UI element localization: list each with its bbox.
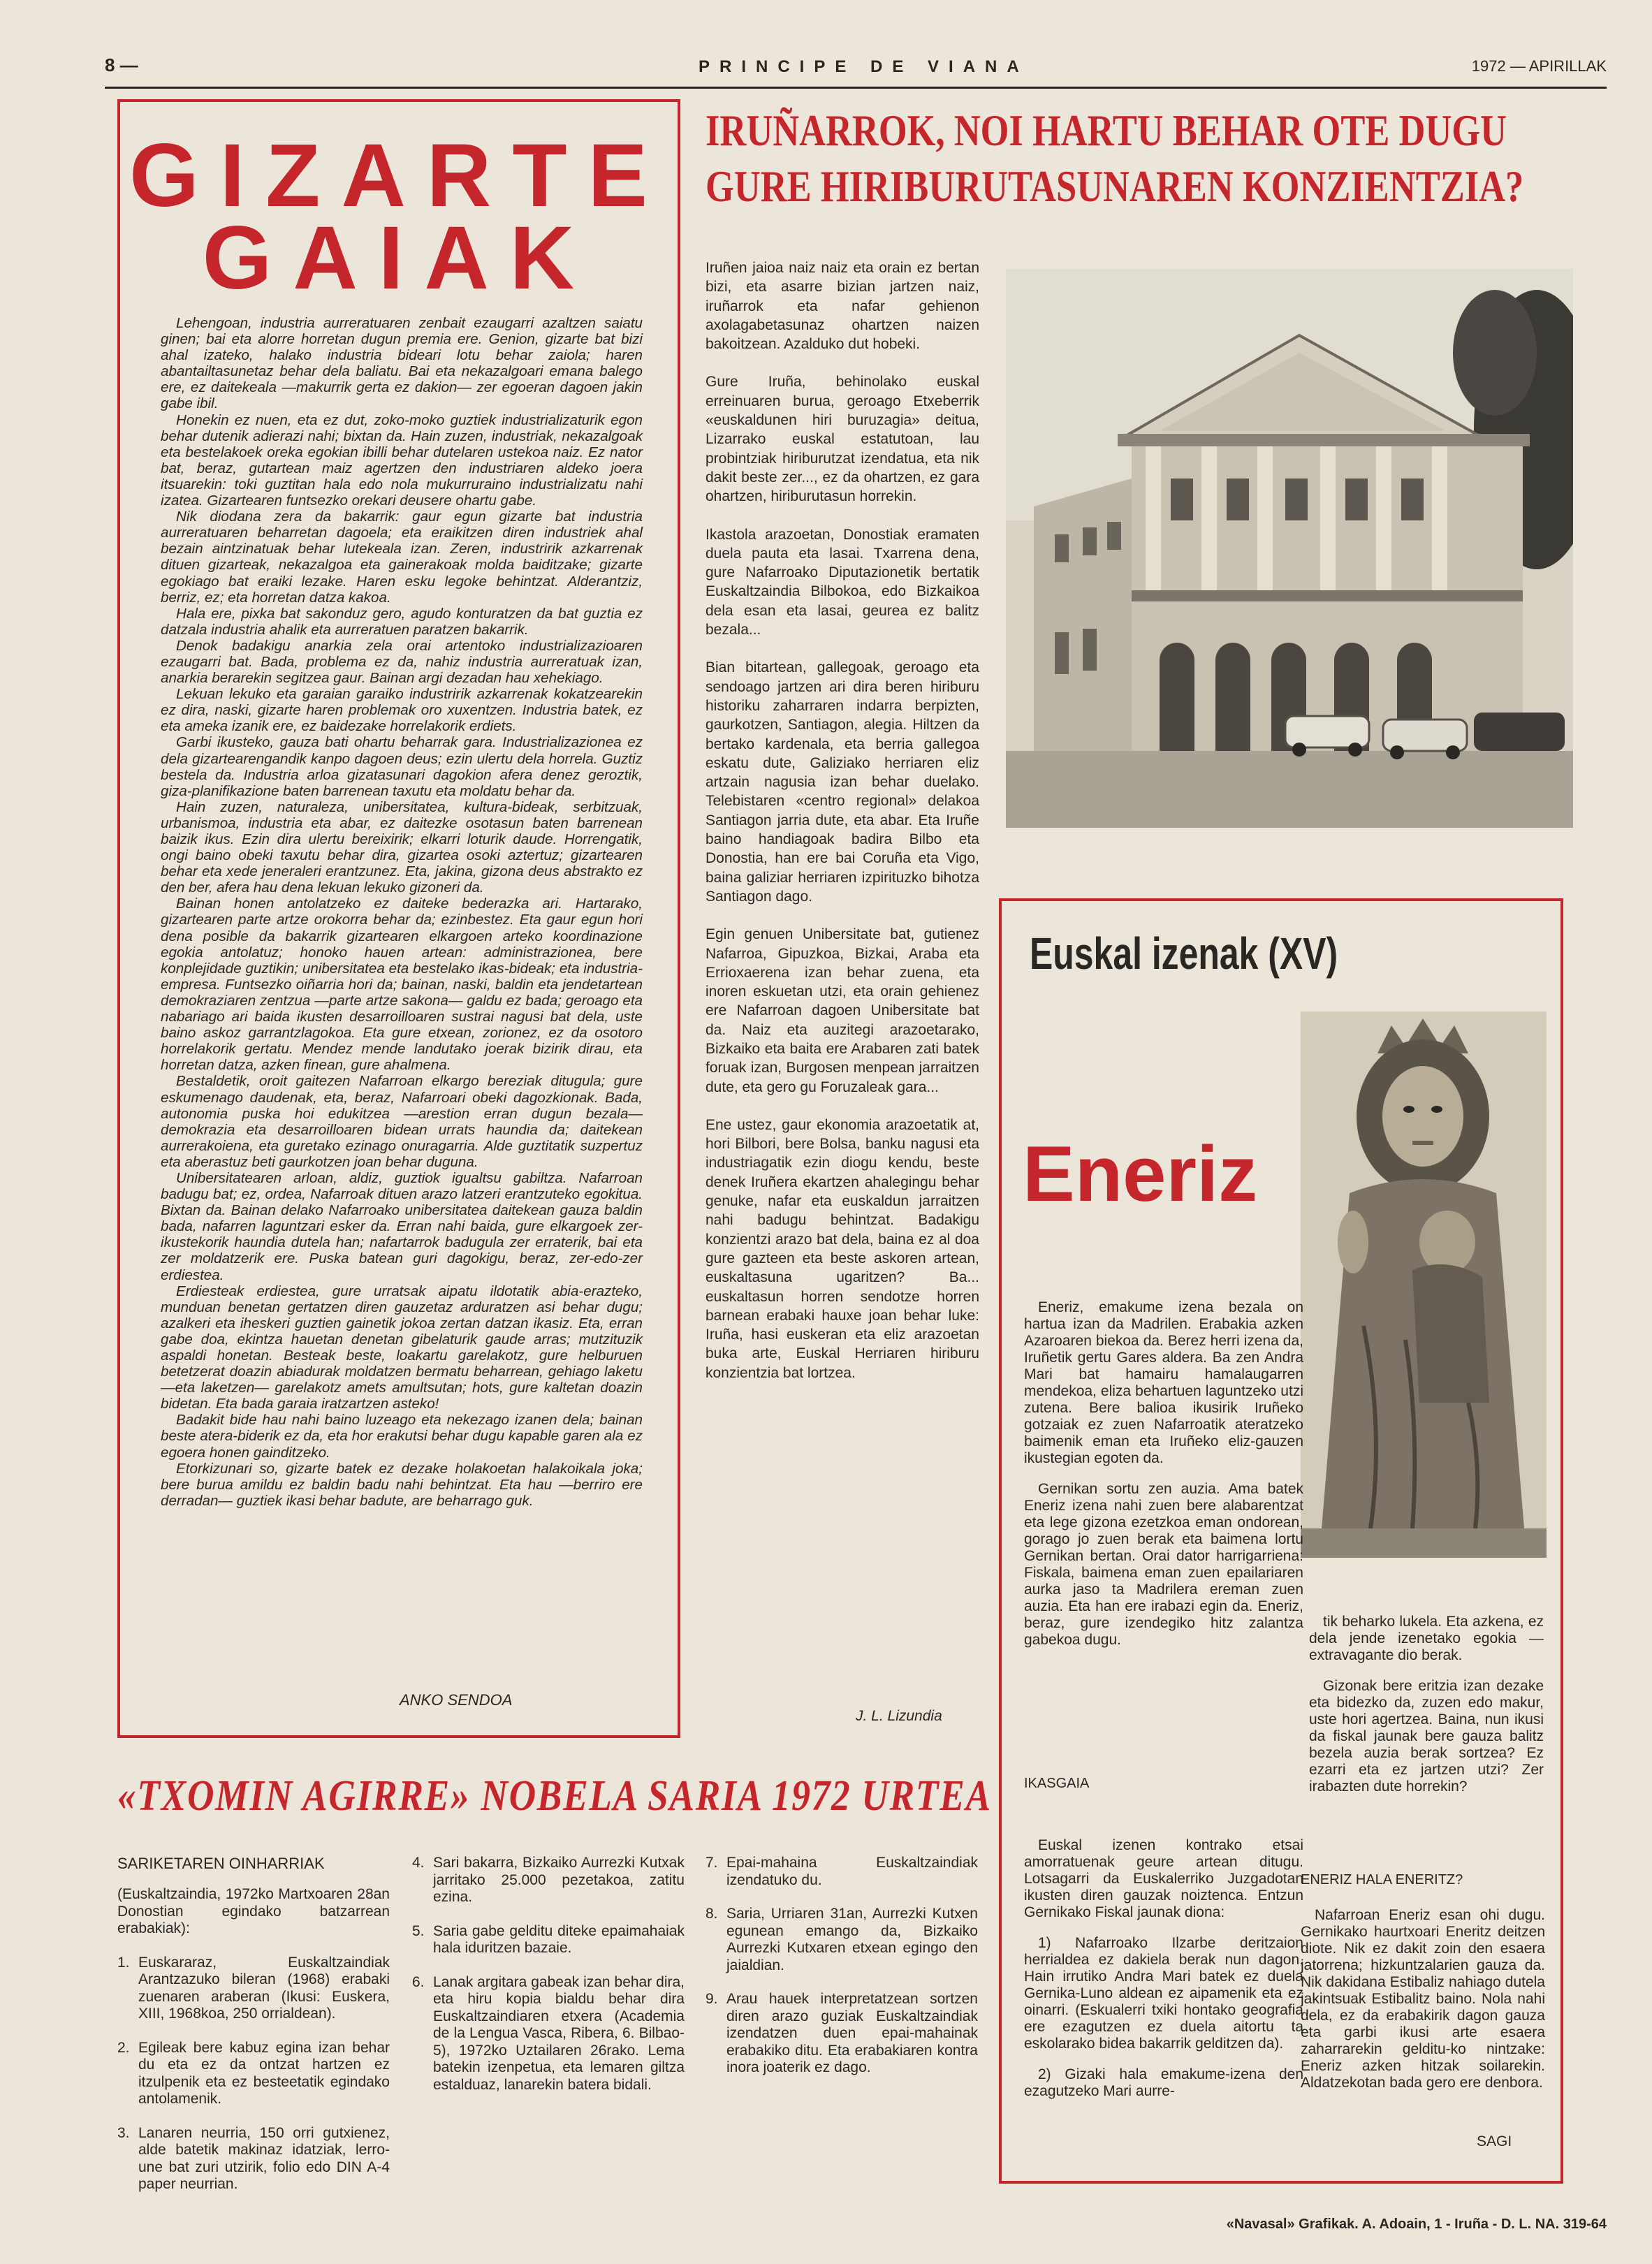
paragraph: Gure Iruña, behinolako euskal erreinuaren burua, geroago Etxeberrik «euskaldunen hiri buruzagia» deitua, Lizarrako euskal estatutoan, lau probintziak hiriburutzat izendatua, eta nik dakit beste zer..., ez da ohartzen, ez gara ohartzen, hiriburutasun horrekin. [706,374,979,505]
paragraph: Hain zuzen, naturaleza, unibersitatea, kultura-bideak, serbitzuak, urbanismoa, industria eta abar, ez daitezke osotasun baten barrenean baizik ikus. Ezin dira ulertu bereixirik; elkarri loturik daude. Horrengatik, ongi baino obeki taxutu behar dira, gizartea osoki aztertuz; gizartearen behar eta xede jeneraleri erantzunez. Eta, jakina, gizona deus abstrakto ez den ber, afera hau dena lekuan lekuko gizoneri da. [161,798,643,896]
euskal-body-d [1301,1907,1545,2091]
item-number: 1. [117,1954,130,1971]
sariketa-heading: SARIKETAREN OINHARRIAK [117,1855,325,1872]
list-item [117,2125,390,2193]
ikasgaia-heading: IKASGAIA [1024,1776,1090,1791]
page-header [105,54,1607,82]
item-number: 6. [412,1973,425,1990]
paragraph: Euskal izenen kontrako etsai amorratuenak geure artean ditugu. Lotsagarri da Euskalerriko Juzgadotan ikusten diren gauzak noiztenca. Entzun Gernikako Fiskal jaunak diona: [1024,1837,1303,1920]
paragraph: Gernikan sortu zen auzia. Ama batek Eneriz izena nahi zuen bere alabarentzat eta lege gizona ezetzkoa eman ondorean, gorago jo zuen berak eta baimena lortu Gernikan bertan. Orai dator harrigarriena: Fiskala, baimena eman zuen epailariaren aurka jaso ta Madrilera ereman zuen auzia. Eta han ere irabazi egin da. Eneriz, beraz, gure izendegiko hitz zalantza gabekoa dugu. [1024,1481,1303,1648]
paragraph: 2) Gizaki hala emakume-izena den ezagutzeko Mari aurre- [1024,2066,1303,2099]
euskal-signature: SAGI [1477,2133,1512,2149]
irunarrok-signature: J. L. Lizundia [856,1708,942,1724]
item-number: 2. [117,2039,130,2056]
paragraph: Bian bitartean, gallegoak, geroago eta sendoago jartzen ari dira beren hiriburu historiku zaharraren indarra berpizten, gaurkotzen, Santiagon, alegia. Hiltzen da bertako kardenala, eta berria gallegoa eskatu dute, Galiziako herriaren eliz artzain nagusia izan behar duelako. Telebistaren «centro regional» delakoa Santiagon jarria dute, eta abar. Eta Iruñe baino handiagoak badira Bilbo eta Donostia, han ere bai Coruña eta Vigo, baina galiziar herriaren izpirituzko bihotza Santiagon dago. [706,659,979,905]
diputacion-building-photo [1006,269,1573,828]
paragraph: Bestaldetik, oroit gaitezen Nafarroan elkargo bereziak ditugula; gure eskumenago daudenak, eta, beraz, Nafarroari obeki dagozkionak. Bada, autonomia puska hoi edukitzea —arestion erran dugun bezala— demokrazia eta desarroilloaren bidean urrats haundia da; daitekean aurrerakoiena, eta guretako ezinago onuragarria. Alde guztitatik suzpertuz eta aberastuz beti gaurkotzen joan behar duguna. [161,1073,643,1170]
paragraph: Badakit bide hau nahi baino luzeago eta nekezago izanen dela; bainan beste atera-biderik ez da, eta hor erakutsi behar dugu kapable garen ala ez egoera honen gainditzeko. [161,1412,643,1461]
eneriz-heading: Eneriz [1023,1130,1258,1218]
andra-mari-statue-photo [1301,1012,1547,1558]
printer-imprint: «Navasal» Grafikak. A. Adoain, 1 - Iruña - D. L. NA. 319-64 [1226,2216,1607,2232]
item-number: 4. [412,1855,425,1871]
item-text: Epai-mahaina Euskaltzaindiak izendatuko du. [726,1855,978,1888]
txomin-agirre-headline: «TXOMIN AGIRRE» NOBELA SARIA 1972 URTEA [117,1772,992,1820]
paragraph: Iruñen jaioa naiz naiz eta orain ez bertan bizi, eta asarre bizian jartzen naiz, iruñarrok eta nafar gehienon axolagabetasunaz ohartzen naizen bakoitzean. Azalduko dut hobeki. [706,260,979,353]
item-text: Arau hauek interpretatzean sortzen diren arazo guziak Euskaltzaindiak izendatzen duen epai-mahainak erabakiko ditu. Eta erabakiaren kontra inora joaterik ez dago. [726,1991,978,2075]
item-text: Lanak argitara gabeak izan behar dira, eta hiru kopia bialdu behar dira Euskaltzaindiaren etxera (Academia de la Lengua Vasca, Ribera, 6. Bilbao-5), 1972ko Uztailaren 26rako. Lema batekin izenpetua, eta lemaren giltza estalduaz, lanarekin batera bidali. [433,1973,685,2093]
list-item [412,1974,685,2094]
item-text: Sari bakarra, Bizkaiko Aurrezki Kutxak jarritako 25.000 pezetakoa, zatitu ezina. [433,1855,685,1905]
item-number: 3. [117,2124,130,2141]
item-number: 9. [706,1991,718,2007]
paragraph: Ikastola arazoetan, Donostiak eramaten duela pauta eta lasai. Txarrena dena, gure Nafarroako Diputazionetik bertatik Euskaltzaindia Bilbokoa, edo Bizkaikoa dela esan eta lasai, geurea ez balitz bezala... [706,526,979,638]
paragraph: Nafarroan Eneriz esan ohi dugu. Gernikako haurtxoari Eneritz deitzen diote. Nik ez dakit zoin den esaera jatorrena; hizkuntzalarien gauza da. Nik dakidana Estibaliz nahiago dutela jakintsuak Estibalitz baino. Nola nahi dela, ez da erabakirik dagon gauza eta garbi ikusi arte esaera zaharrarekin gelditu-ko nintzake: Eneriz azken hitzak soilarekin. Aldatzekotan bada gero ere denbora. [1301,1907,1545,2091]
gizarte-body [161,315,643,1509]
paragraph: Lekuan lekuko eta garaian garaiko industririk azkarrenak kokatzearekin ez dira, naski, gizarte haren problemak oro xuxentzen. Industria batek, ez eta ameka izanik ere, ez baidezake horrelakorik erdiets. [161,686,643,735]
list-item [706,1991,978,2077]
item-number: 8. [706,1906,718,1922]
paragraph: Ene ustez, gaur ekonomia arazoetatik at, hori Bilbori, bere Bolsa, banku nagusi eta industriagatik ezin diogu kendu, beste denek Iruñera ekartzen ahalegingu behar genuke, nafar eta euskaldun jarraitzen nahi badugu behintzat. Badakigu konzientzi arazo bat dela, baina ez al doa gure gazteen eta beste askoren artean, euskaltasuna ugaritzen? Ba... euskaltasun horren sendotze horren barnean erabaki hauxe joan behar luke: Iruña, hasi euskeran eta eliz arazoetan buka arte, Euskal Herriaren hiriburu konzientzia bat lortzea. [706,1116,979,1381]
list-item [706,1855,978,1889]
sariketa-column-3 [706,1855,978,2094]
paragraph: Lehengoan, industria aurreratuaren zenbait ezaugarri azaltzen saiatu ginen; bai eta alorre horretan dugun premia ere. Genion, gizarte bat bizi ahal izateko, halako industria bideari lotu behar zaiola; haren abantailtasunetaz behar dela baliatu. Bai eta nekazalgoari emana balego ere, ez daitekeala —makurrik gerta ez dakion— zer egoeran dagoen jakin gabe ibil. [161,315,643,412]
list-item [706,1906,978,1974]
item-number: 5. [412,1922,425,1939]
paragraph: Hala ere, pixka bat sakonduz gero, agudo konturatzen da bat guztia ez datzala industria ahalik eta aurreratuen paratzen bakarrik. [161,605,643,638]
paragraph: Etorkizunari so, gizarte batek ez dezake holakoetan halakoikala joka; bere burua amildu ez baldin badu nahi behintzat. Eta hau —berriro ere derradan— guztiek ikasi behar badute, are beharrago guk. [161,1460,643,1509]
list-item [117,2040,390,2108]
sariketa-column-2 [412,1855,685,2110]
euskal-izenak-title: Euskal izenak (XV) [1030,928,1338,979]
masthead: PRINCIPE DE VIANA [699,57,1029,76]
item-text: Lanaren neurria, 150 orri gutxienez, alde batetik makinaz idatziak, lerro-une bat zuri utzirik, folio edo DIN A-4 paper neurrian. [138,2124,390,2192]
euskal-body-c [1024,1837,1303,2114]
issue-date: 1972 — APIRILLAK [1471,57,1607,75]
eneriz-hala-eneritz-heading: ENERIZ HALA ENERITZ? [1301,1872,1463,1887]
item-text: Saria, Urriaren 31an, Aurrezki Kutxen egunean emango da, Bizkaiko Aurrezki Kutxaren etxean egingo den jaialdian. [726,1906,978,1973]
item-number: 7. [706,1855,718,1871]
gizarte-gaiak-article [117,99,680,1738]
gizarte-title-line1: GIZARTE [129,126,668,226]
sariketa-intro: (Euskaltzaindia, 1972ko Martxoaren 28an Donostian egindako batzarrean erabakiak): [117,1886,390,1936]
paragraph: Nik diodana zera da bakarrik: gaur egun gizarte bat industria aurreratuaren beharretan dagoela; eta eraikitzen diren industriek ahal bezain aintzinatuak behar lutekeala izan. Zeren, industririk azkarrenak dituen gizarteak, nekazalgoa eta gainerakoak molda baiditzake; gizarte egokiago bat eraiki lezake. Haren esku legoke behintzat. Alderantziz, berriz, ez; eta horretan datza kakoa. [161,509,643,606]
irunarrok-body [706,258,979,1401]
list-item [412,1855,685,1906]
paragraph: Denok badakigu anarkia zela orai artentoko industrializazioaren ezaugarri bat. Bada, problema ez da, nahiz industria aurreratuak izan, anarkia berarekin segitzea gaur. Bainan argi dezadan hau xehekiago. [161,637,643,687]
euskal-izenak-article [999,898,1563,2184]
page-number: 8 — [105,54,138,75]
paragraph: Egin genuen Unibersitate bat, gutienez Nafarroa, Gipuzkoa, Bizkai, Araba eta Errioxaerena izan behar zuena, eta inoren eskuetan utzi, eta orain gehienez ere Nafarroan dagoen Unibersitate bat da. Naiz eta auzitegi arazoetarako, Bizkaiko eta baita ere Arabaren zati batek foruak izan, Burgosen menpean jarraitzen dute, eta gero gu Foruzaleak gara... [706,926,979,1095]
paragraph: Gizonak bere eritzia izan dezake eta bidezko da, zuzen edo makur, uste hori agertzea. Baina, nun ikusi da fiskal jaunak bere gauza balitz bezela auzia berak sortzea? Ez ezarri eta ez jartzen utzi? Zer irabazten dute horrekin? [1309,1678,1544,1795]
sariketa-column-1 [117,1886,390,2210]
list-item [117,1955,390,2023]
paragraph: 1) Nafarroako Ilzarbe deritzaion herrialdea ez dakiela berak nun dagon. Hain irrutiko Andra Mari batek ez duela Gernika-Luno aldean ez aipamenik eta ez oinarri. (Eskualerri txiki hontako geografia ere ezagutzen ez duela aitortu ta eskolarako bidea bakarrik gelditzen da). [1024,1935,1303,2052]
paragraph: Bainan honen antolatzeko ez daiteke bederazka ari. Hartarako, gizartearen parte artze orokorra behar da; ezinbestez. Eta gaur egun hori dena posible da bakarrik gizartearen elkargoen arteko koordinazione egokia antolatuz; honoko hauen artean: administrazionea, bere konplejidade guztikin; unibersitatea eta bestelako ikas-bideak; eta industria-empresa. Funtsezko oiñarria hori da; bainan, naski, baldin eta jendetartean demokraziaren zentzua —parte artze sakona— galdu ez bada; geroago eta nabariago ari baida ikusten desarroilloaren sustrai nagusi bat dela, uste baino askoz garrantzlagokoa. Eta gure etxean, zorionez, ez da osotoro horrelakorik gertatu. Mendez mende landutako joerak bizirik dirau, eta horretan datza, azken finean, gure ahalmena. [161,896,643,1074]
paragraph: Erdiesteak erdiestea, gure urratsak aipatu ildotatik abia-erazteko, munduan benetan gertatzen diren gauzetaz arduratzen asi behar dugu; azalkeri eta iheskeri guztien gainetik jokoa zertan datzan ikasiz. Eta, erran gabe doa, ekintza hauetan denetan gibelaturik gaude arras; mutzituzik aspaldi honetan. Besteak beste, loakartu garelakotz, gure helburuen betetzerat doazin abiadurak moldatzen bermatu beharrean, gehiago laketu —eta laketzen— garelakotz amets amultsutan; hots, gure kaltetan doazin bidetan. Eta bada garaia iratzartzen asteko! [161,1283,643,1412]
irunarrok-headline-line2: GURE HIRIBURUTASUNAREN KONZIENTZIA? [706,161,1524,211]
paragraph: Eneriz, emakume izena bezala on hartua izan da Madrilen. Erabakia azken Azaroaren biekoa da. Berez herri izena da, Iruñetik gertu Gares aldera. Ba zen Andra Mari bat hamairu hamalaugarren mendekoa, eliza behartuen laguntzeko utzi zutena. Bere balioa ikusirik Iruñeko gotzaiak ez zuen Nafarroatik ateratzeko baimenik eman eta Iruñeko eliz-gauzen ikustegian egoten da. [1024,1299,1303,1466]
paragraph: Garbi ikusteko, gauza bati ohartu beharrak gara. Industrializazionea ez dela gizartearengandik kanpo dagoen deus; ezin ulertu dela horrela. Guztiz bestela da. Industria arloa gizatasunari dagokion afera denez geroztik, giza-planifikazione baten barrenean taxutu eta moldatu behar da. [161,734,643,799]
item-text: Egileak bere kabuz egina izan behar du eta ez da ontzat hartzen ez itzulpenik eta ez besteetatik egindako antolamenik. [138,2039,390,2107]
irunarrok-headline-line1: IRUÑARROK, NOI HARTU BEHAR OTE DUGU [706,105,1507,155]
item-text: Saria gabe gelditu diteke epaimahaiak hala iduritzen bazaie. [433,1922,685,1956]
paragraph: Honekin ez nuen, eta ez dut, zoko-moko guztiek industrializaturik egon behar dutenik adierazi nahi; bixtan da. Hain zuzen, industriak, nekazalgoak eta bestelakoek oreka egokian ibilli behar dutelaren ustekoa naiz. Ez nator bat, beraz, gutartean maiz agertzen den industriaren aldeko joera itsuarekin: toki guztitan hala edo nola mukurruraino industrializatu nahi izatea. Gizartearen funtsezko orekari deusere ohartu gabe. [161,411,643,509]
gizarte-signature: ANKO SENDOA [400,1691,513,1709]
item-text: Euskararaz, Euskaltzaindiak Arantzazuko bileran (1968) erabaki zuenaren araberan (Ikusi: Euskera, XIII, 1968koa, 250 orrialdean). [138,1954,390,2022]
list-item [412,1923,685,1957]
paragraph: Unibersitatearen arloan, aldiz, guztiok igualtsu gabiltza. Nafarroan badugu bat; ez, ordea, Nafarroak dituen arazo latzeri erantzuteko egokitua. Bixtan da. Bainan delako Nafarroako unibersitatea daitekean gauza baldin bada, nafarren laguntzari esker da. Erran nahi baida, gure elkargoek zer-ikustekorik haundia dutela han; nafartarrok badugula zer erraterik, bai eta zer moldatzerik ere. Puska batean guri dagokigu, beraz, zer-edo-zer erdiestea. [161,1169,643,1283]
euskal-body-a [1024,1299,1303,1663]
paragraph: tik beharko lukela. Eta azkena, ez dela jende izenetako egokia —extravagante dio berak. [1309,1614,1544,1663]
euskal-body-b [1309,1614,1544,1809]
gizarte-title-line2: GAIAK [202,208,596,308]
header-rule [105,87,1607,89]
